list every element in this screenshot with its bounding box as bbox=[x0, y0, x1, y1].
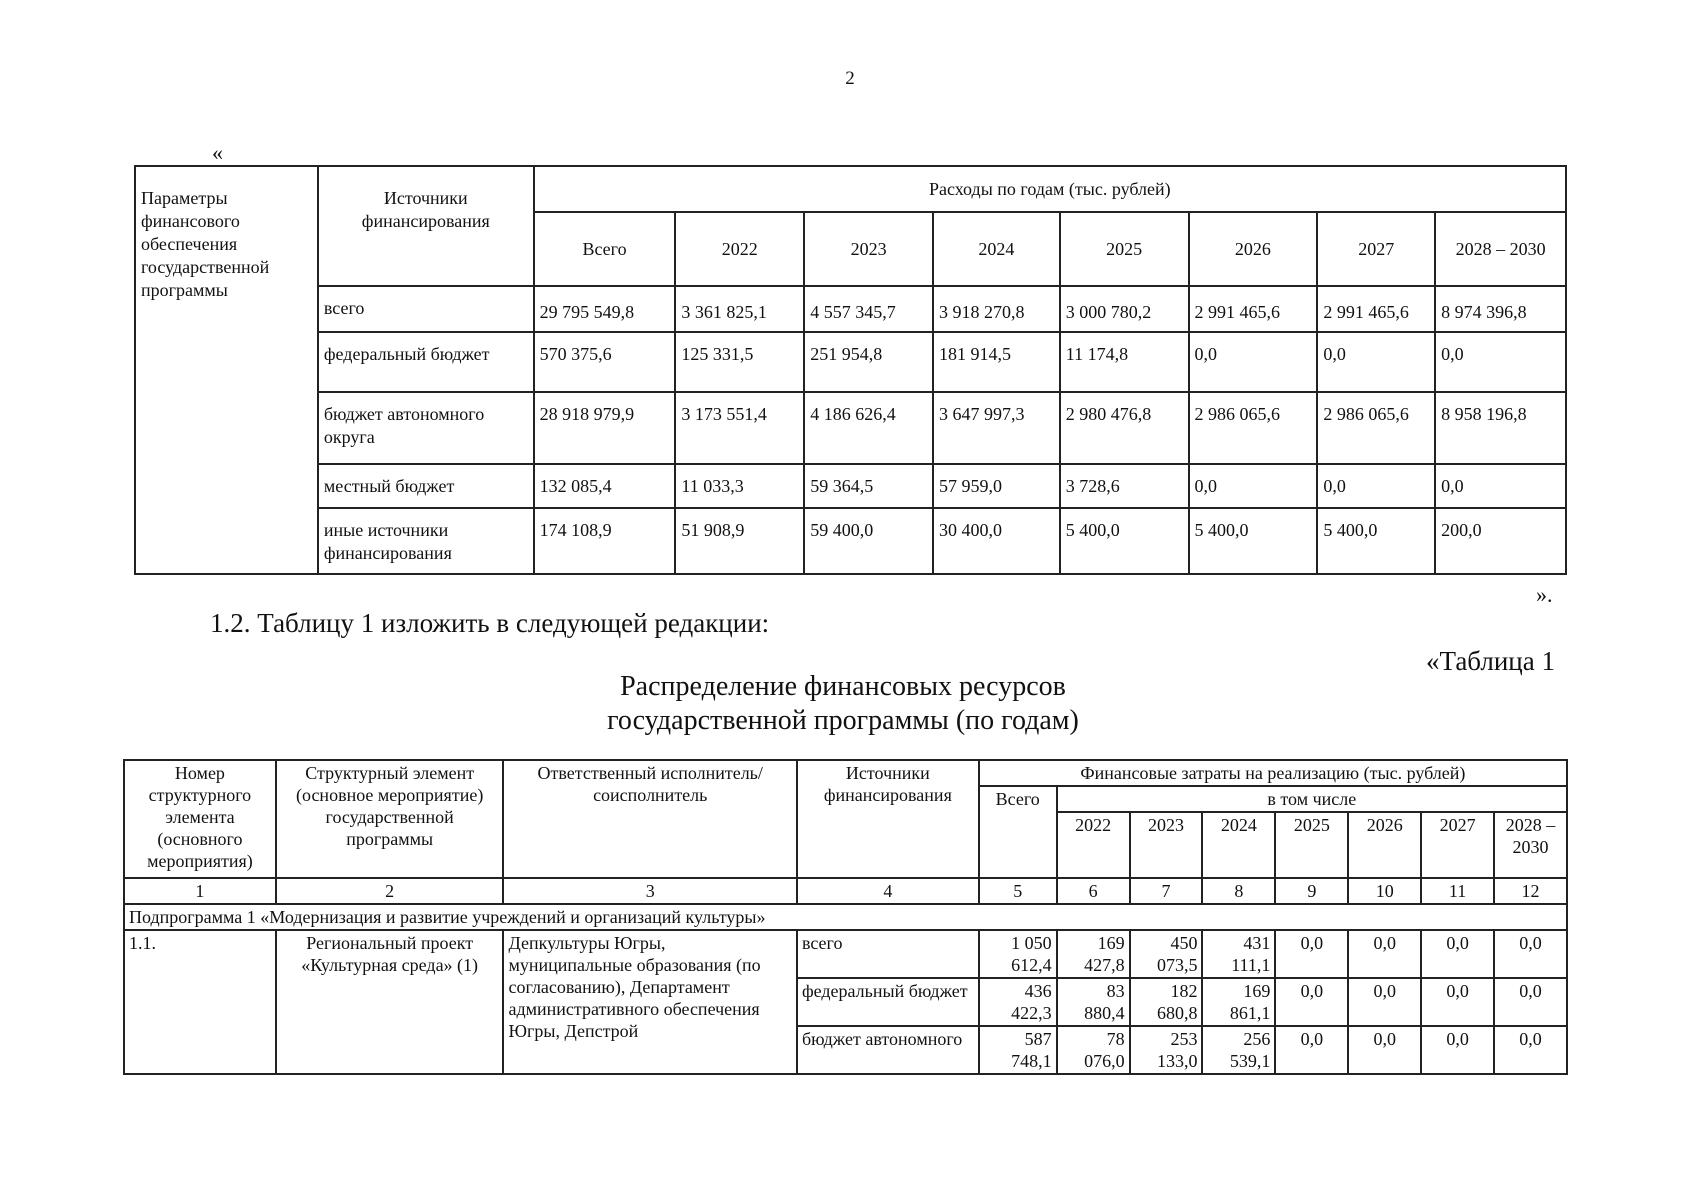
value-cell: 2 991 465,6 bbox=[1317, 286, 1435, 332]
value-cell: 436 422,3 bbox=[979, 978, 1057, 1026]
h-responsible: Ответственный исполнитель/соисполнитель bbox=[503, 760, 796, 878]
value-cell: 11 174,8 bbox=[1060, 332, 1189, 392]
value-cell: 59 400,0 bbox=[804, 508, 933, 574]
col-number: 3 bbox=[503, 878, 796, 904]
col-number: 9 bbox=[1275, 878, 1348, 904]
col-number: 10 bbox=[1348, 878, 1421, 904]
value-cell: 3 000 780,2 bbox=[1060, 286, 1189, 332]
source-cell: бюджет автономного округа bbox=[318, 392, 534, 464]
value-cell: 0,0 bbox=[1348, 1026, 1421, 1074]
value-cell: 3 647 997,3 bbox=[933, 392, 1060, 464]
value-cell: 2 986 065,6 bbox=[1189, 392, 1318, 464]
column-numbers-row bbox=[124, 878, 1567, 904]
source-cell: федеральный бюджет bbox=[318, 332, 534, 392]
h-element: Структурный элемент (основное мероприятие) государственной программы bbox=[276, 760, 504, 878]
h-number: Номер структурного элемента (основного мероприятия) bbox=[124, 760, 276, 878]
row-element: Региональный проект «Культурная среда» (1) bbox=[276, 930, 504, 1074]
value-cell: 0,0 bbox=[1348, 978, 1421, 1026]
value-cell: 0,0 bbox=[1421, 978, 1494, 1026]
year-header: 2023 bbox=[1130, 812, 1203, 878]
value-cell: 169 861,1 bbox=[1202, 978, 1275, 1026]
value-cell: 256 539,1 bbox=[1202, 1026, 1275, 1074]
row-responsible: Депкультуры Югры, муниципальные образования (по согласованию), Департамент административного обеспечения Югры, Депстрой bbox=[503, 930, 796, 1074]
value-cell: 51 908,9 bbox=[675, 508, 804, 574]
value-cell: 0,0 bbox=[1348, 930, 1421, 978]
financing-parameters-table bbox=[134, 165, 1567, 575]
value-cell: 0,0 bbox=[1494, 1026, 1567, 1074]
value-cell: 0,0 bbox=[1189, 464, 1318, 508]
value-cell: 4 557 345,7 bbox=[804, 286, 933, 332]
source-cell: федеральный бюджет bbox=[797, 978, 979, 1026]
value-cell: 0,0 bbox=[1317, 464, 1435, 508]
table-row bbox=[135, 286, 1566, 332]
table-row bbox=[135, 392, 1566, 464]
h-costs: Финансовые затраты на реализацию (тыс. рублей) bbox=[979, 760, 1567, 786]
source-cell: бюджет автономного bbox=[797, 1026, 979, 1074]
value-cell: 0,0 bbox=[1275, 1026, 1348, 1074]
value-cell: 169 427,8 bbox=[1057, 930, 1130, 978]
value-cell: 57 959,0 bbox=[933, 464, 1060, 508]
value-cell: 5 400,0 bbox=[1060, 508, 1189, 574]
value-cell: 431 111,1 bbox=[1202, 930, 1275, 978]
value-cell: 125 331,5 bbox=[675, 332, 804, 392]
year-header: 2024 bbox=[1202, 812, 1275, 878]
table-row bbox=[135, 464, 1566, 508]
expenses-header: Расходы по годам (тыс. рублей) bbox=[534, 166, 1566, 212]
value-cell: 2 986 065,6 bbox=[1317, 392, 1435, 464]
value-cell: 450 073,5 bbox=[1130, 930, 1203, 978]
table-row bbox=[135, 332, 1566, 392]
year-header: 2027 bbox=[1421, 812, 1494, 878]
value-cell: 3 728,6 bbox=[1060, 464, 1189, 508]
value-cell: 2 980 476,8 bbox=[1060, 392, 1189, 464]
value-cell: 181 914,5 bbox=[933, 332, 1060, 392]
col-number: 8 bbox=[1202, 878, 1275, 904]
col-header: 2026 bbox=[1189, 212, 1318, 286]
close-quote: ». bbox=[1536, 582, 1553, 607]
value-cell: 253 133,0 bbox=[1130, 1026, 1203, 1074]
value-cell: 2 991 465,6 bbox=[1189, 286, 1318, 332]
value-cell: 29 795 549,8 bbox=[534, 286, 676, 332]
value-cell: 0,0 bbox=[1317, 332, 1435, 392]
col-header: Всего bbox=[534, 212, 676, 286]
year-header: 2026 bbox=[1348, 812, 1421, 878]
subprogram-row: Подпрограмма 1 «Модернизация и развитие учреждений и организаций культуры» bbox=[124, 904, 1567, 930]
year-header: 2025 bbox=[1275, 812, 1348, 878]
open-quote: « bbox=[212, 140, 223, 165]
page-number: 2 bbox=[845, 68, 855, 89]
value-cell: 587 748,1 bbox=[979, 1026, 1057, 1074]
col-number: 5 bbox=[979, 878, 1057, 904]
value-cell: 0,0 bbox=[1421, 1026, 1494, 1074]
sources-header: Источники финансирования bbox=[318, 166, 534, 286]
col-header: 2027 bbox=[1317, 212, 1435, 286]
value-cell: 8 974 396,8 bbox=[1435, 286, 1566, 332]
col-header: 2022 bbox=[675, 212, 804, 286]
col-number: 7 bbox=[1130, 878, 1203, 904]
value-cell: 78 076,0 bbox=[1057, 1026, 1130, 1074]
col-number: 4 bbox=[797, 878, 979, 904]
h-sources: Источники финансирования bbox=[797, 760, 979, 878]
col-header: 2028 – 2030 bbox=[1435, 212, 1566, 286]
value-cell: 0,0 bbox=[1494, 930, 1567, 978]
value-cell: 0,0 bbox=[1275, 978, 1348, 1026]
value-cell: 0,0 bbox=[1435, 332, 1566, 392]
col-number: 1 bbox=[124, 878, 276, 904]
value-cell: 1 050 612,4 bbox=[979, 930, 1057, 978]
value-cell: 3 173 551,4 bbox=[675, 392, 804, 464]
value-cell: 30 400,0 bbox=[933, 508, 1060, 574]
source-cell: всего bbox=[318, 286, 534, 332]
value-cell: 5 400,0 bbox=[1189, 508, 1318, 574]
param-header: Параметры финансового обеспечения государственной программы bbox=[135, 166, 318, 574]
value-cell: 28 918 979,9 bbox=[534, 392, 676, 464]
value-cell: 251 954,8 bbox=[804, 332, 933, 392]
value-cell: 182 680,8 bbox=[1130, 978, 1203, 1026]
col-number: 6 bbox=[1057, 878, 1130, 904]
value-cell: 0,0 bbox=[1189, 332, 1318, 392]
year-header: 2028 – 2030 bbox=[1494, 812, 1567, 878]
table-label: «Таблица 1 bbox=[1426, 646, 1555, 676]
table-row bbox=[124, 930, 1567, 978]
value-cell: 3 361 825,1 bbox=[675, 286, 804, 332]
value-cell: 3 918 270,8 bbox=[933, 286, 1060, 332]
h-total: Всего bbox=[979, 786, 1057, 878]
col-header: 2023 bbox=[804, 212, 933, 286]
value-cell: 0,0 bbox=[1435, 464, 1566, 508]
value-cell: 5 400,0 bbox=[1317, 508, 1435, 574]
table-title-line-2: государственной программы (по годам) bbox=[607, 705, 1079, 736]
table-row bbox=[135, 508, 1566, 574]
col-header: 2025 bbox=[1060, 212, 1189, 286]
table-title bbox=[0, 670, 1686, 738]
source-cell: местный бюджет bbox=[318, 464, 534, 508]
value-cell: 83 880,4 bbox=[1057, 978, 1130, 1026]
value-cell: 0,0 bbox=[1421, 930, 1494, 978]
financial-resources-table bbox=[123, 759, 1568, 1075]
value-cell: 4 186 626,4 bbox=[804, 392, 933, 464]
instruction-text: 1.2. Таблицу 1 изложить в следующей редакции: bbox=[210, 608, 770, 638]
value-cell: 59 364,5 bbox=[804, 464, 933, 508]
value-cell: 200,0 bbox=[1435, 508, 1566, 574]
value-cell: 174 108,9 bbox=[534, 508, 676, 574]
value-cell: 0,0 bbox=[1494, 978, 1567, 1026]
value-cell: 8 958 196,8 bbox=[1435, 392, 1566, 464]
source-cell: иные источники финансирования bbox=[318, 508, 534, 574]
source-cell: всего bbox=[797, 930, 979, 978]
value-cell: 570 375,6 bbox=[534, 332, 676, 392]
col-header: 2024 bbox=[933, 212, 1060, 286]
col-number: 11 bbox=[1421, 878, 1494, 904]
value-cell: 11 033,3 bbox=[675, 464, 804, 508]
h-including: в том числе bbox=[1057, 786, 1567, 812]
col-number: 2 bbox=[276, 878, 504, 904]
table-title-line-1: Распределение финансовых ресурсов bbox=[620, 671, 1066, 702]
value-cell: 132 085,4 bbox=[534, 464, 676, 508]
row-number: 1.1. bbox=[124, 930, 276, 1074]
value-cell: 0,0 bbox=[1275, 930, 1348, 978]
year-header: 2022 bbox=[1057, 812, 1130, 878]
col-number: 12 bbox=[1494, 878, 1567, 904]
